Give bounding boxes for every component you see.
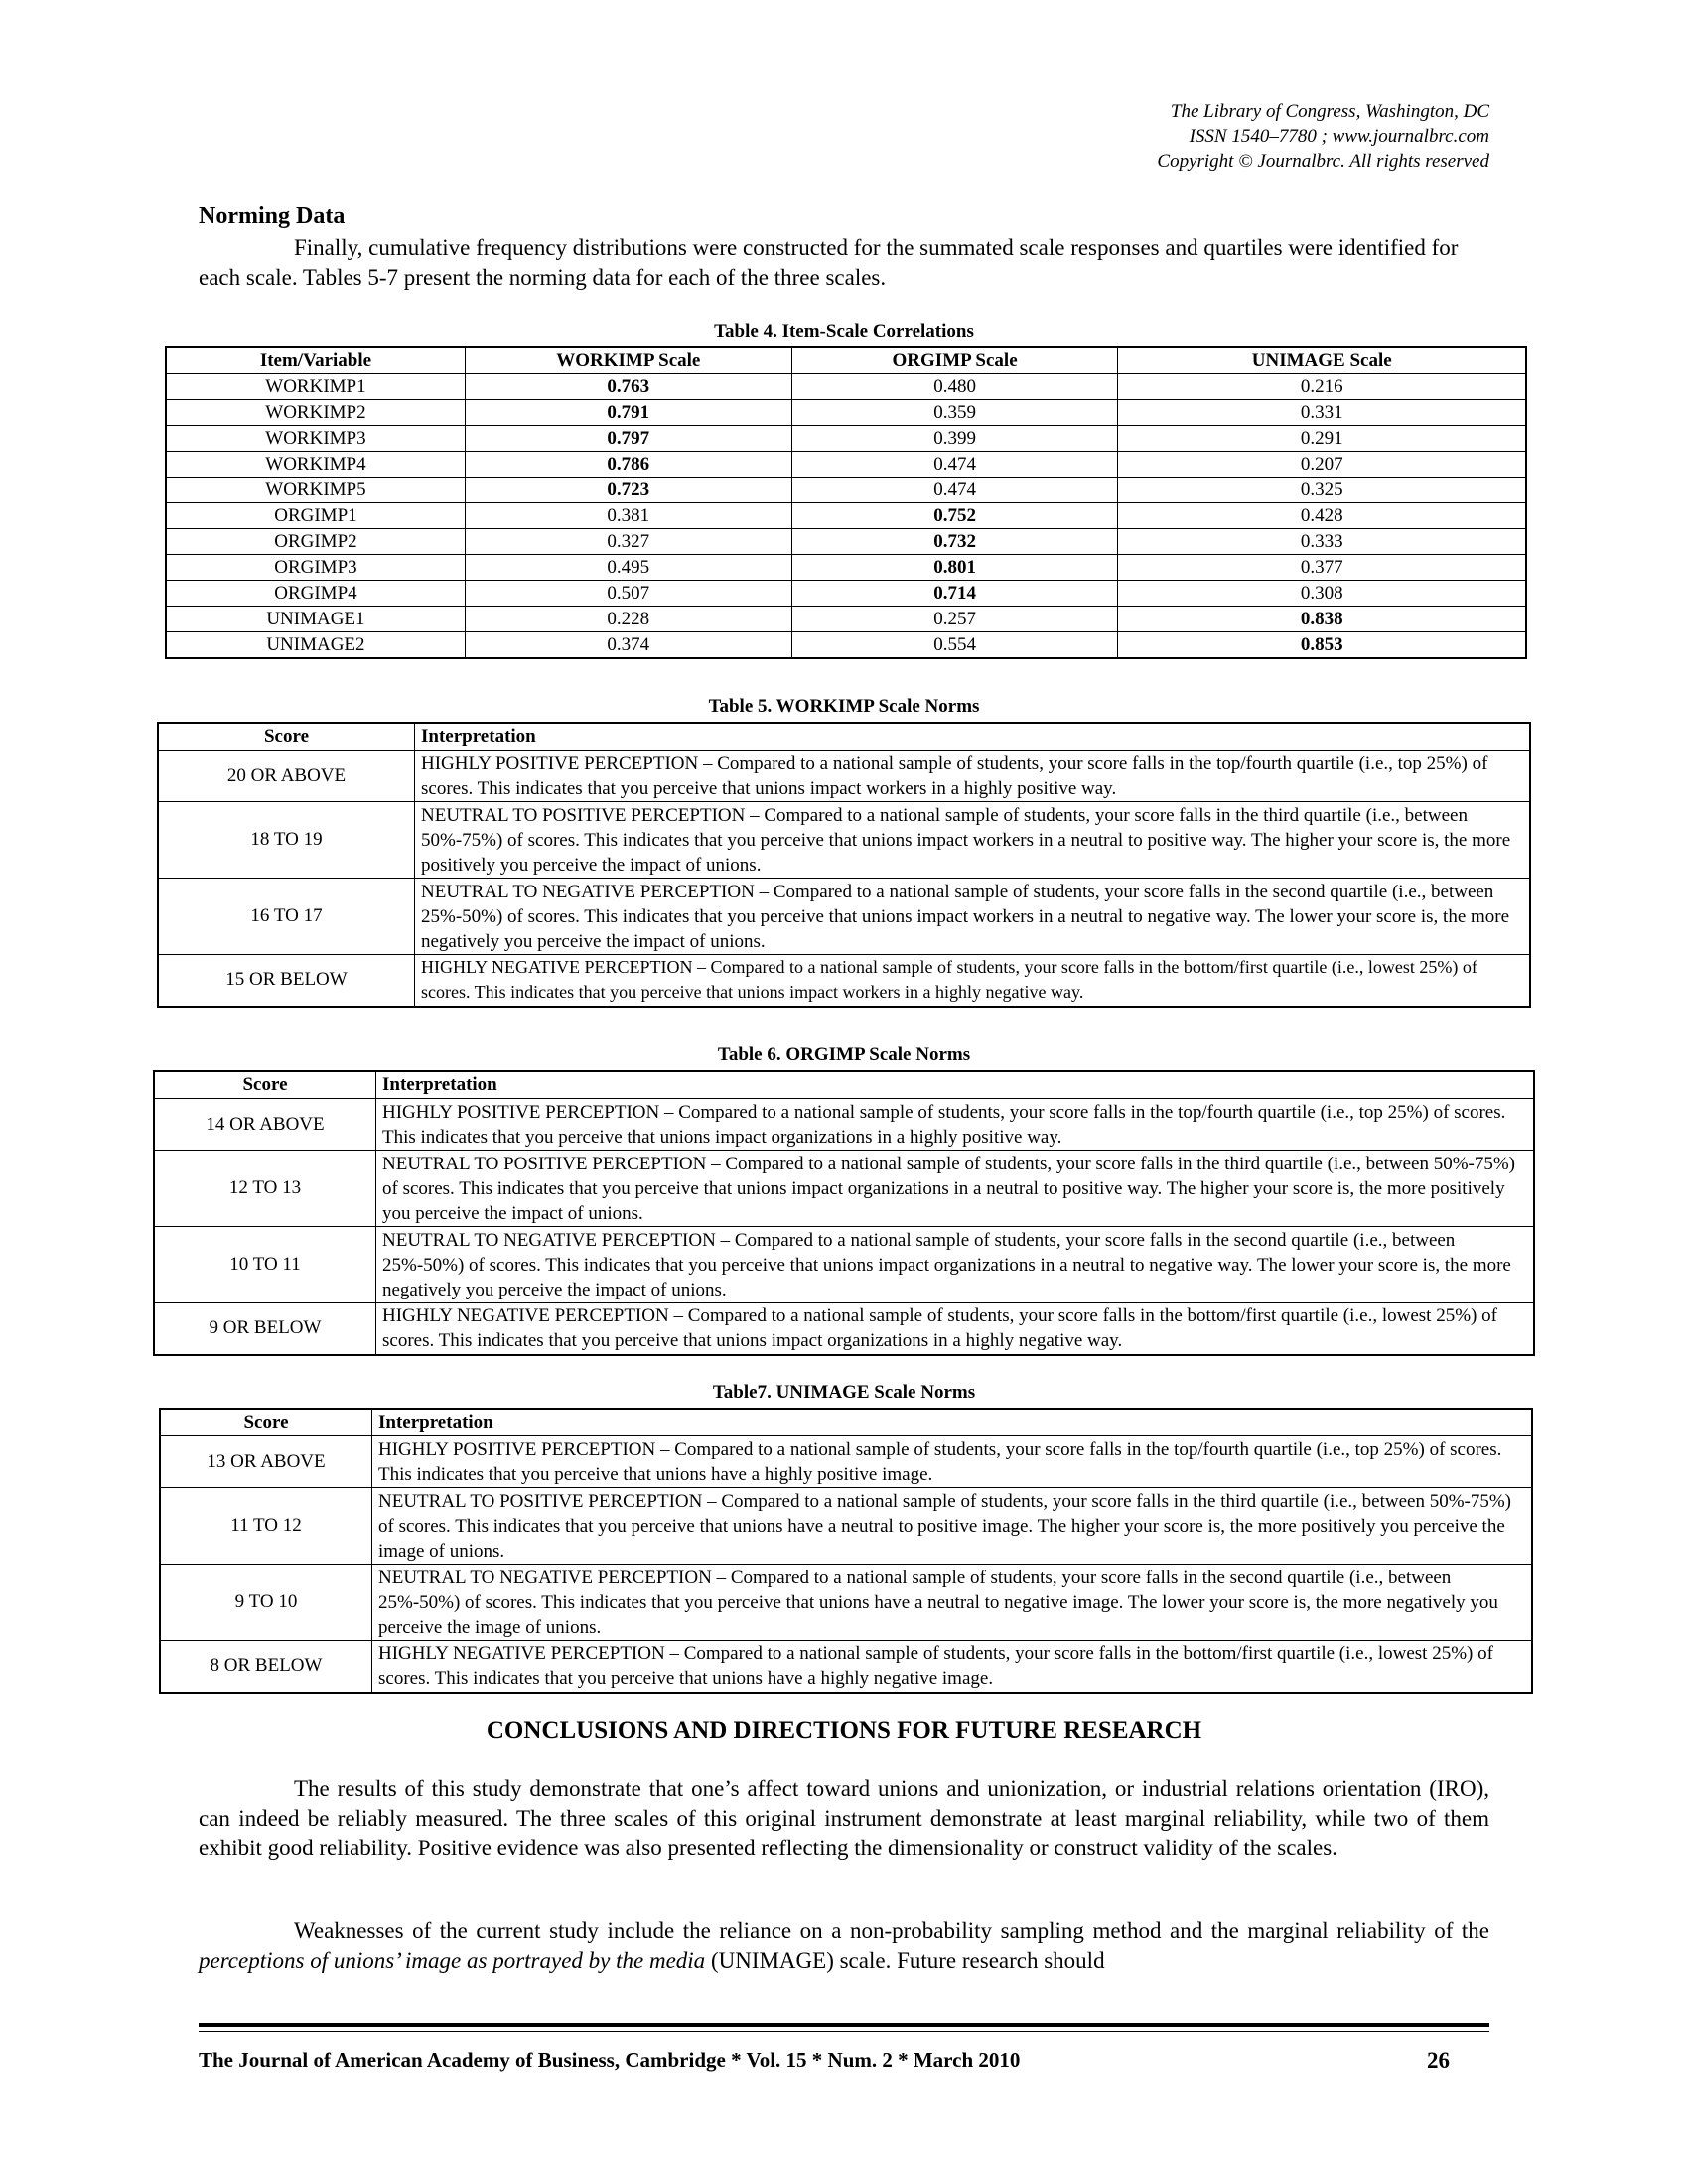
score-cell: 9 OR BELOW [154,1303,376,1355]
table-row [166,478,1526,503]
table-cell: 0.838 [1118,607,1526,632]
table-cell: 0.480 [791,374,1118,400]
table-cell: 0.428 [1118,503,1526,529]
table-cell: WORKIMP4 [166,452,465,478]
table-cell: 0.554 [791,632,1118,659]
table-row [166,632,1526,659]
table4-header-cell: Item/Variable [166,347,465,374]
table-cell: 0.207 [1118,452,1526,478]
table-cell: 0.308 [1118,581,1526,607]
table-cell: 0.216 [1118,374,1526,400]
header-line-1: The Library of Congress, Washington, DC [1170,101,1489,122]
footer-rule-thin [199,2031,1489,2032]
table4-header-cell: UNIMAGE Scale [1118,347,1526,374]
interpretation-cell: NEUTRAL TO NEGATIVE PERCEPTION – Compared to a national sample of students, your score falls in the second quartile (i.e., between 25%-50%) of scores. This indicates that you perceive that unions impact organizations in a neutral to negative way. The lower your score is, the more negatively you perceive the impact of unions. [376,1227,1535,1303]
score-cell: 12 TO 13 [154,1151,376,1227]
table-cell: 0.474 [791,452,1118,478]
table-row [158,802,1530,879]
table-row [158,751,1530,802]
table-cell: 0.257 [791,607,1118,632]
interpretation-cell: NEUTRAL TO POSITIVE PERCEPTION – Compared to a national sample of students, your score falls in the third quartile (i.e., between 50%-75%) of scores. This indicates that you perceive that unions have a neutral to positive image. The higher your score is, the more positively you perceive the image of unions. [372,1488,1533,1565]
table6-caption: Table 6. ORGIMP Scale Norms [717,1044,971,1065]
table-row [154,1227,1534,1303]
table-row [166,581,1526,607]
interpretation-cell: NEUTRAL TO POSITIVE PERCEPTION – Compared to a national sample of students, your score falls in the third quartile (i.e., between 50%-75%) of scores. This indicates that you perceive that unions impact organizations in a neutral to positive way. The higher your score is, the more positively you perceive the impact of unions. [376,1151,1535,1227]
score-cell: 20 OR ABOVE [158,751,415,802]
table4-header-row [166,347,1526,374]
table7-header-cell: Score [160,1409,372,1436]
table-cell: 0.723 [465,478,791,503]
table5-workimp-norms [157,722,1531,1008]
interpretation-cell: HIGHLY NEGATIVE PERCEPTION – Compared to a national sample of students, your score falls in the bottom/first quartile (i.e., lowest 25%) of scores. This indicates that you perceive that unions impact organizations in a highly negative way. [376,1303,1535,1355]
table5-header-cell: Score [158,723,415,751]
table-cell: 0.714 [791,581,1118,607]
table7-caption: Table7. UNIMAGE Scale Norms [712,1382,976,1403]
table-cell: 0.359 [791,400,1118,426]
score-cell: 11 TO 12 [160,1488,372,1565]
interpretation-cell: HIGHLY NEGATIVE PERCEPTION – Compared to a national sample of students, your score falls in the bottom/first quartile (i.e., lowest 25%) of scores. This indicates that you perceive that unions have a highly negative image. [372,1641,1533,1693]
table5-header-row [158,723,1530,751]
score-cell: 8 OR BELOW [160,1641,372,1693]
table-row [160,1436,1532,1488]
table-cell: 0.399 [791,426,1118,452]
table-cell: ORGIMP3 [166,555,465,581]
table-row [166,529,1526,555]
scale-name-italic: perceptions of unions’ image as portrayed by the media [199,1948,706,1973]
table4-item-scale-correlations [165,346,1527,659]
section-heading-norming: Norming Data [199,204,346,229]
interpretation-cell: HIGHLY NEGATIVE PERCEPTION – Compared to a national sample of students, your score falls in the bottom/first quartile (i.e., lowest 25%) of scores. This indicates that you perceive that unions impact workers in a highly negative way. [415,955,1531,1007]
table-cell: 0.786 [465,452,791,478]
table5-caption: Table 5. WORKIMP Scale Norms [708,696,980,717]
table6-orgimp-norms [153,1070,1535,1356]
norming-paragraph: Finally, cumulative frequency distributions were constructed for the summated scale responses and quartiles were identified for each scale. Tables 5-7 present the norming data for each of the three scales. [199,235,1459,290]
table-row [166,400,1526,426]
footer-rule-thick [199,2023,1489,2027]
table4-caption: Table 4. Item-Scale Correlations [714,321,974,341]
table4-header-cell: WORKIMP Scale [465,347,791,374]
table-cell: UNIMAGE2 [166,632,465,659]
table-row [154,1099,1534,1151]
table-cell: WORKIMP1 [166,374,465,400]
table-row [166,503,1526,529]
table-cell: 0.331 [1118,400,1526,426]
table-row [166,426,1526,452]
interpretation-cell: HIGHLY POSITIVE PERCEPTION – Compared to a national sample of students, your score falls in the top/fourth quartile (i.e., top 25%) of scores. This indicates that you perceive that unions impact workers in a highly positive way. [415,751,1531,802]
table-cell: 0.474 [791,478,1118,503]
score-cell: 14 OR ABOVE [154,1099,376,1151]
conclusions-paragraph-1: The results of this study demonstrate that one’s affect toward unions and unionization, or industrial relations orientation (IRO), can indeed be reliably measured. The three scales of this original instrument demonstrate at least marginal reliability, while two of them exhibit good reliability. Positive evidence was also presented reflecting the dimensionality or construct validity of the scales. [199,1776,1489,1860]
interpretation-cell: HIGHLY POSITIVE PERCEPTION – Compared to a national sample of students, your score falls in the top/fourth quartile (i.e., top 25%) of scores. This indicates that you perceive that unions have a highly positive image. [372,1436,1533,1488]
header-line-3: Copyright © Journalbrc. All rights reserved [1157,151,1489,172]
table-row [160,1565,1532,1641]
table7-header-row [160,1409,1532,1436]
table-row [154,1303,1534,1355]
table-cell: 0.507 [465,581,791,607]
table-cell: 0.374 [465,632,791,659]
table-row [158,879,1530,955]
table4-header-cell: ORGIMP Scale [791,347,1118,374]
table-cell: 0.791 [465,400,791,426]
table-cell: WORKIMP5 [166,478,465,503]
table7-unimage-norms [159,1408,1533,1694]
table-cell: ORGIMP2 [166,529,465,555]
page-number: 26 [1427,2048,1450,2073]
table-cell: UNIMAGE1 [166,607,465,632]
table6-header-cell: Interpretation [376,1071,1535,1099]
table-cell: 0.732 [791,529,1118,555]
table-cell: 0.752 [791,503,1118,529]
score-cell: 15 OR BELOW [158,955,415,1007]
section-heading-conclusions: CONCLUSIONS AND DIRECTIONS FOR FUTURE RESEARCH [486,1717,1202,1744]
table-cell: 0.325 [1118,478,1526,503]
journal-footer: The Journal of American Academy of Business, Cambridge * Vol. 15 * Num. 2 * March 2010 [199,2048,1021,2072]
interpretation-cell: HIGHLY POSITIVE PERCEPTION – Compared to a national sample of students, your score falls in the top/fourth quartile (i.e., top 25%) of scores. This indicates that you perceive that unions impact organizations in a highly positive way. [376,1099,1535,1151]
table-row [166,555,1526,581]
table-cell: 0.333 [1118,529,1526,555]
score-cell: 10 TO 11 [154,1227,376,1303]
table-cell: 0.763 [465,374,791,400]
table5-header-cell: Interpretation [415,723,1531,751]
score-cell: 9 TO 10 [160,1565,372,1641]
table-row [160,1641,1532,1693]
header-line-2: ISSN 1540–7780 ; www.journalbrc.com [1189,126,1489,147]
table-cell: 0.797 [465,426,791,452]
table-cell: WORKIMP2 [166,400,465,426]
running-header [1157,99,1489,174]
table-row [158,955,1530,1007]
table6-header-cell: Score [154,1071,376,1099]
interpretation-cell: NEUTRAL TO NEGATIVE PERCEPTION – Compared to a national sample of students, your score falls in the second quartile (i.e., between 25%-50%) of scores. This indicates that you perceive that unions have a neutral to negative image. The lower your score is, the more negatively you perceive the image of unions. [372,1565,1533,1641]
interpretation-cell: NEUTRAL TO POSITIVE PERCEPTION – Compared to a national sample of students, your score falls in the third quartile (i.e., between 50%-75%) of scores. This indicates that you perceive that unions impact workers in a neutral to positive way. The higher your score is, the more positively you perceive the impact of unions. [415,802,1531,879]
table-row [166,374,1526,400]
table-row [166,452,1526,478]
score-cell: 18 TO 19 [158,802,415,879]
table7-header-cell: Interpretation [372,1409,1533,1436]
table-cell: ORGIMP4 [166,581,465,607]
table-row [166,607,1526,632]
interpretation-cell: NEUTRAL TO NEGATIVE PERCEPTION – Compared to a national sample of students, your score falls in the second quartile (i.e., between 25%-50%) of scores. This indicates that you perceive that unions impact workers in a neutral to negative way. The lower your score is, the more negatively you perceive the impact of unions. [415,879,1531,955]
paragraph-text: (UNIMAGE) scale. Future research should [705,1948,1105,1973]
table-cell: 0.228 [465,607,791,632]
table-cell: ORGIMP1 [166,503,465,529]
table-cell: 0.291 [1118,426,1526,452]
table-row [154,1151,1534,1227]
score-cell: 16 TO 17 [158,879,415,955]
conclusions-paragraph-2 [199,1916,1489,1976]
table-cell: 0.495 [465,555,791,581]
table-cell: 0.801 [791,555,1118,581]
table-cell: 0.853 [1118,632,1526,659]
table6-header-row [154,1071,1534,1099]
table-cell: WORKIMP3 [166,426,465,452]
table-cell: 0.327 [465,529,791,555]
table-cell: 0.381 [465,503,791,529]
paragraph-text: Weaknesses of the current study include the reliance on a non-probability sampling method and the marginal reliability of the [294,1918,1489,1943]
score-cell: 13 OR ABOVE [160,1436,372,1488]
table-cell: 0.377 [1118,555,1526,581]
table-row [160,1488,1532,1565]
